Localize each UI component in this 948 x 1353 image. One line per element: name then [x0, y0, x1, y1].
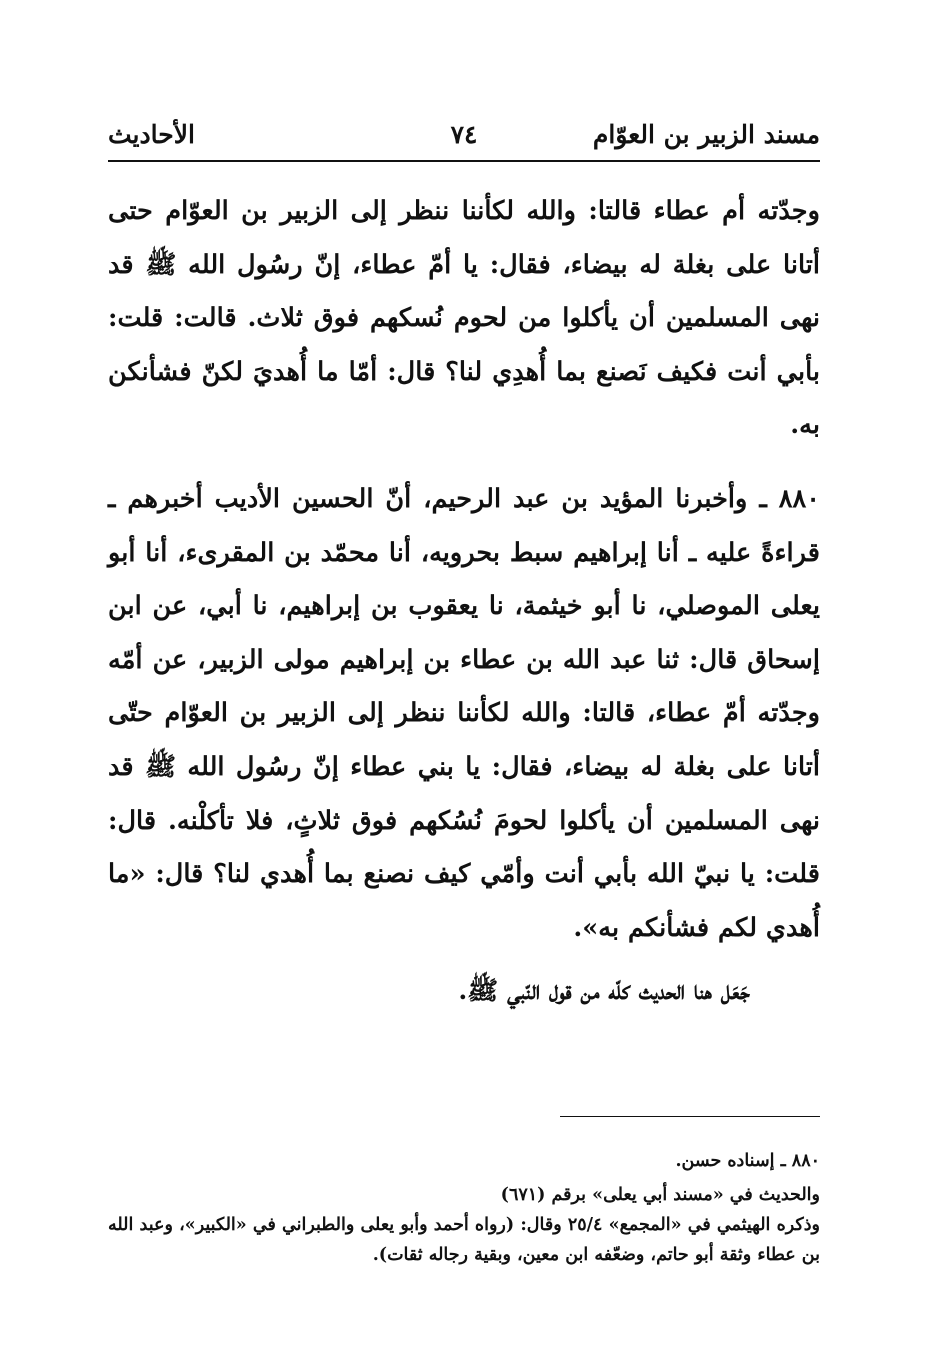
running-header: [108, 118, 820, 158]
footnote-line-2: والحديث في «مسند أبي يعلى» برقم (٦٧١): [500, 1185, 820, 1205]
footnote-line-1: ٨٨٠ ـ إسناده حسن.: [675, 1151, 820, 1171]
book-title: مسند الزبير بن العوّام: [592, 120, 820, 149]
hadith-880: ٨٨٠ ـ وأخبرنا المؤيد بن عبد الرحيم، أنّ الحسين الأديب أخبرهم ـ قراءةً عليه ـ أنا إبراهيم سبط بحرويه، أنا محمّد بن المقرىء، أنا أبو يعلى الموصلي، نا أبو خيثمة، نا يعقوب بن إبراهيم، نا أبي، عن ابن إسحاق قال: ثنا عبد الله بن عطاء بن إبراهيم مولى الزبير، عن أمّه وجدّته أمّ عطاء، قالتا: والله لكأننا ننظر إلى الزبير بن العوّام حتّى أتانا على بغلة له بيضاء، فقال: يا بني عطاء إنّ رسُول الله ﷺ قد نهى المسلمين أن يأكلوا لحومَ نُسُكهم فوق ثلاثٍ، فلا تأكلْنه. قال: قلت: يا نبيّ الله بأبي أنت وأمّي كيف نصنع بما أُهدي لنا؟ قال: «ما أُهدي لكم فشأنكم به».: [108, 483, 820, 943]
footnotes: [108, 1146, 820, 1270]
section-title: الأحاديث: [108, 120, 195, 149]
header-rule: [108, 160, 820, 162]
footnote-rule: [560, 1116, 820, 1117]
page-number: ٧٤: [450, 120, 478, 149]
closing-note: جَعَل هنا الحديث كلّه من قول النّبي ﷺ.: [458, 976, 750, 1007]
main-text: [108, 185, 820, 1019]
footnote-line-3: وذكره الهيثمي في «المجمع» ٢٥/٤ وقال: (رواه أحمد وأبو يعلى والطبراني في «الكبير»، وعبد الله بن عطاء وثقة أبو حاتم، وضعّفه ابن معين، وبقية رجاله ثقات).: [108, 1215, 820, 1265]
paragraph-1: وجدّته أم عطاء قالتا: والله لكأننا ننظر إلى الزبير بن العوّام حتى أتانا على بغلة له بيضاء، فقال: يا أمّ عطاء، إنّ رسُول الله ﷺ قد نهى المسلمين أن يأكلوا من لحوم نُسكهم فوق ثلاث. قالت: قلت: بأبي أنت فكيف نَصنع بما أُهدِي لنا؟ قال: أمّا ما أُهديَ لكنّ فشأنكن به.: [108, 196, 820, 441]
